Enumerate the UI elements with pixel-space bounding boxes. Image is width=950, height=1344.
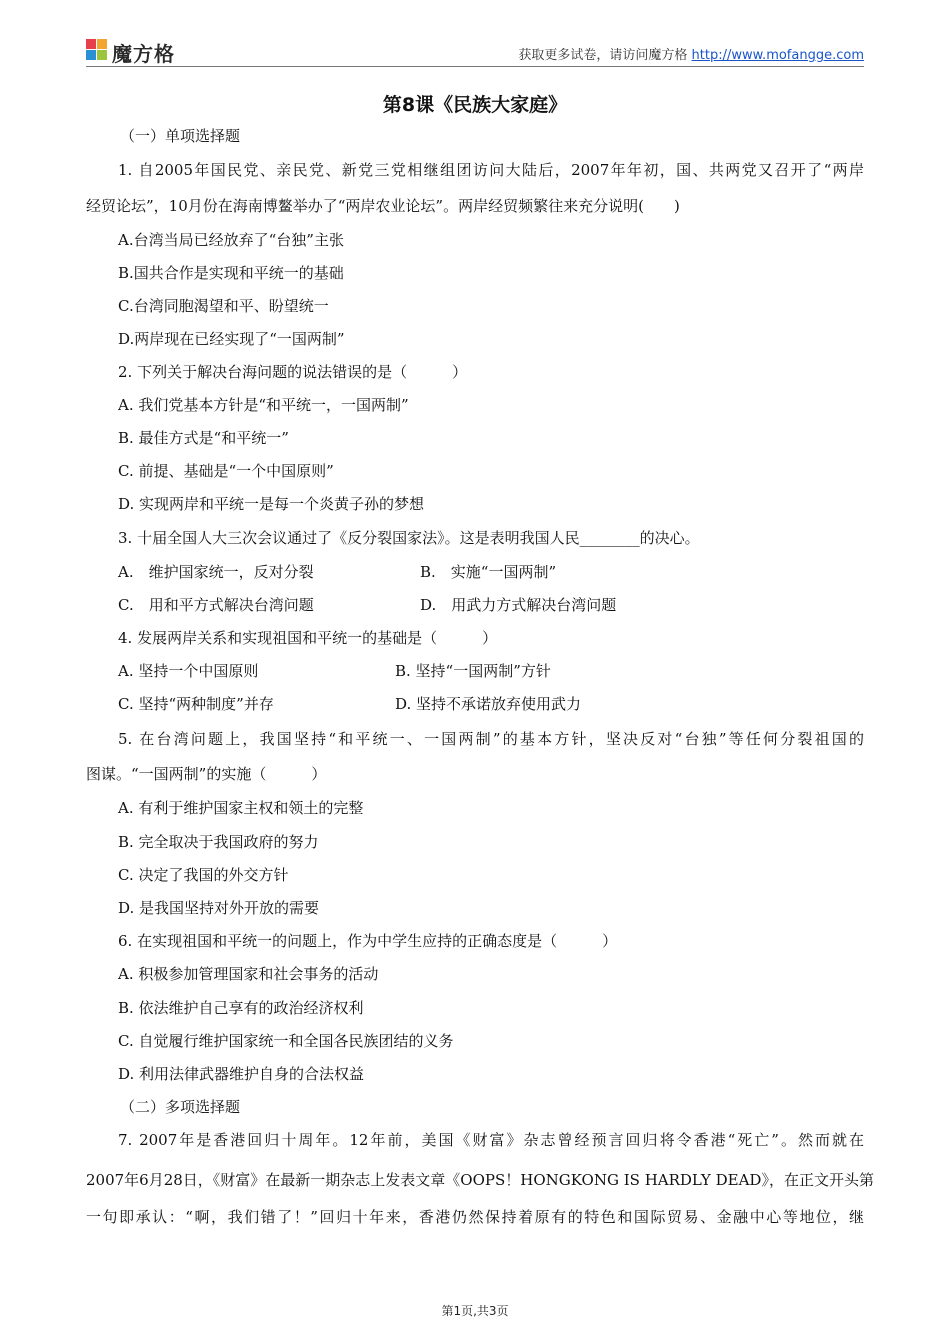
page-title: 第8课《民族大家庭》 — [382, 94, 568, 116]
question-1-line-1: 1. 自2005年国民党、亲民党、新党三党相继组团访问大陆后，2007年年初，国、共两党又召开了“两岸 — [118, 161, 864, 179]
site-link[interactable]: http://www.mofangge.com — [691, 48, 864, 63]
q2-option-b: B. 最佳方式是“和平统一” — [118, 429, 289, 447]
q5-option-b: B. 完全取决于我国政府的努力 — [118, 833, 319, 851]
q1-option-b: B.国共合作是实现和平统一的基础 — [118, 264, 344, 282]
q6-option-c: C. 自觉履行维护国家统一和全国各民族团结的义务 — [118, 1032, 454, 1050]
page-header — [86, 36, 864, 67]
question-5-line-1: 5. 在台湾问题上，我国坚持“和平统一、一国两制”的基本方针，坚决反对“台独”等任何分裂祖国的 — [118, 730, 864, 748]
question-4: 4. 发展两岸关系和实现祖国和平统一的基础是（ ） — [118, 629, 498, 647]
q3-option-d: D. 用武力方式解决台湾问题 — [420, 596, 617, 614]
q1-option-a: A.台湾当局已经放弃了“台独”主张 — [118, 231, 344, 249]
question-7-line-1: 7. 2007年是香港回归十周年。12年前，美国《财富》杂志曾经预言回归将令香港“死亡”。然而就在 — [118, 1131, 864, 1149]
q5-option-d: D. 是我国坚持对外开放的需要 — [118, 899, 320, 917]
question-5-line-2: 图谋。“一国两制”的实施（ ） — [86, 765, 327, 783]
q5-option-c: C. 决定了我国的外交方针 — [118, 866, 289, 884]
q5-option-a: A. 有利于维护国家主权和领土的完整 — [118, 799, 364, 817]
q3-option-b: B. 实施“一国两制” — [420, 563, 557, 581]
logo-text: 魔方格 — [112, 42, 175, 66]
q3-option-a: A. 维护国家统一，反对分裂 — [118, 563, 314, 581]
q6-option-b: B. 依法维护自己享有的政治经济权利 — [118, 999, 364, 1017]
q4-option-d: D. 坚持不承诺放弃使用武力 — [395, 695, 582, 713]
q4-option-b: B. 坚持“一国两制”方针 — [395, 662, 551, 680]
q6-option-a: A. 积极参加管理国家和社会事务的活动 — [118, 965, 379, 983]
question-6: 6. 在实现祖国和平统一的问题上，作为中学生应持的正确态度是（ ） — [118, 932, 618, 950]
section-heading-multiple: （二）多项选择题 — [120, 1098, 241, 1116]
q1-option-c: C.台湾同胞渴望和平、盼望统一 — [118, 297, 329, 315]
q1-option-d: D.两岸现在已经实现了“一国两制” — [118, 330, 345, 348]
promo-text: 获取更多试卷，请访问魔方格 — [518, 48, 688, 63]
q3-option-c: C. 用和平方式解决台湾问题 — [118, 596, 314, 614]
question-7-line-3: 一句即承认：“啊，我们错了！”回归十年来，香港仍然保持着原有的特色和国际贸易、金融中心等地位，继 — [86, 1208, 864, 1226]
q4-option-a: A. 坚持一个中国原则 — [118, 662, 259, 680]
q2-option-a: A. 我们党基本方针是“和平统一，一国两制” — [118, 396, 409, 414]
page-number: 第1页,共3页 — [441, 1304, 509, 1318]
question-2: 2. 下列关于解决台海问题的说法错误的是（ ） — [118, 363, 468, 381]
q6-option-d: D. 利用法律武器维护自身的合法权益 — [118, 1065, 365, 1083]
question-7-line-2: 2007年6月28日，《财富》在最新一期杂志上发表文章《OOPS！HONGKONG IS HARDLY DEAD》，在正文开头第 — [86, 1171, 874, 1189]
question-1-line-2: 经贸论坛”，10月份在海南博鳌举办了“两岸农业论坛”。两岸经贸频繁往来充分说明( ) — [86, 197, 680, 215]
question-3: 3. 十届全国人大三次会议通过了《反分裂国家法》。这是表明我国人民________的决心。 — [118, 529, 700, 547]
q2-option-d: D. 实现两岸和平统一是每一个炎黄子孙的梦想 — [118, 495, 425, 513]
q2-option-c: C. 前提、基础是“一个中国原则” — [118, 462, 334, 480]
header-promo — [518, 44, 864, 63]
section-heading-single: （一）单项选择题 — [120, 127, 241, 145]
q4-option-c: C. 坚持“两种制度”并存 — [118, 695, 274, 713]
logo-icon — [86, 39, 108, 61]
